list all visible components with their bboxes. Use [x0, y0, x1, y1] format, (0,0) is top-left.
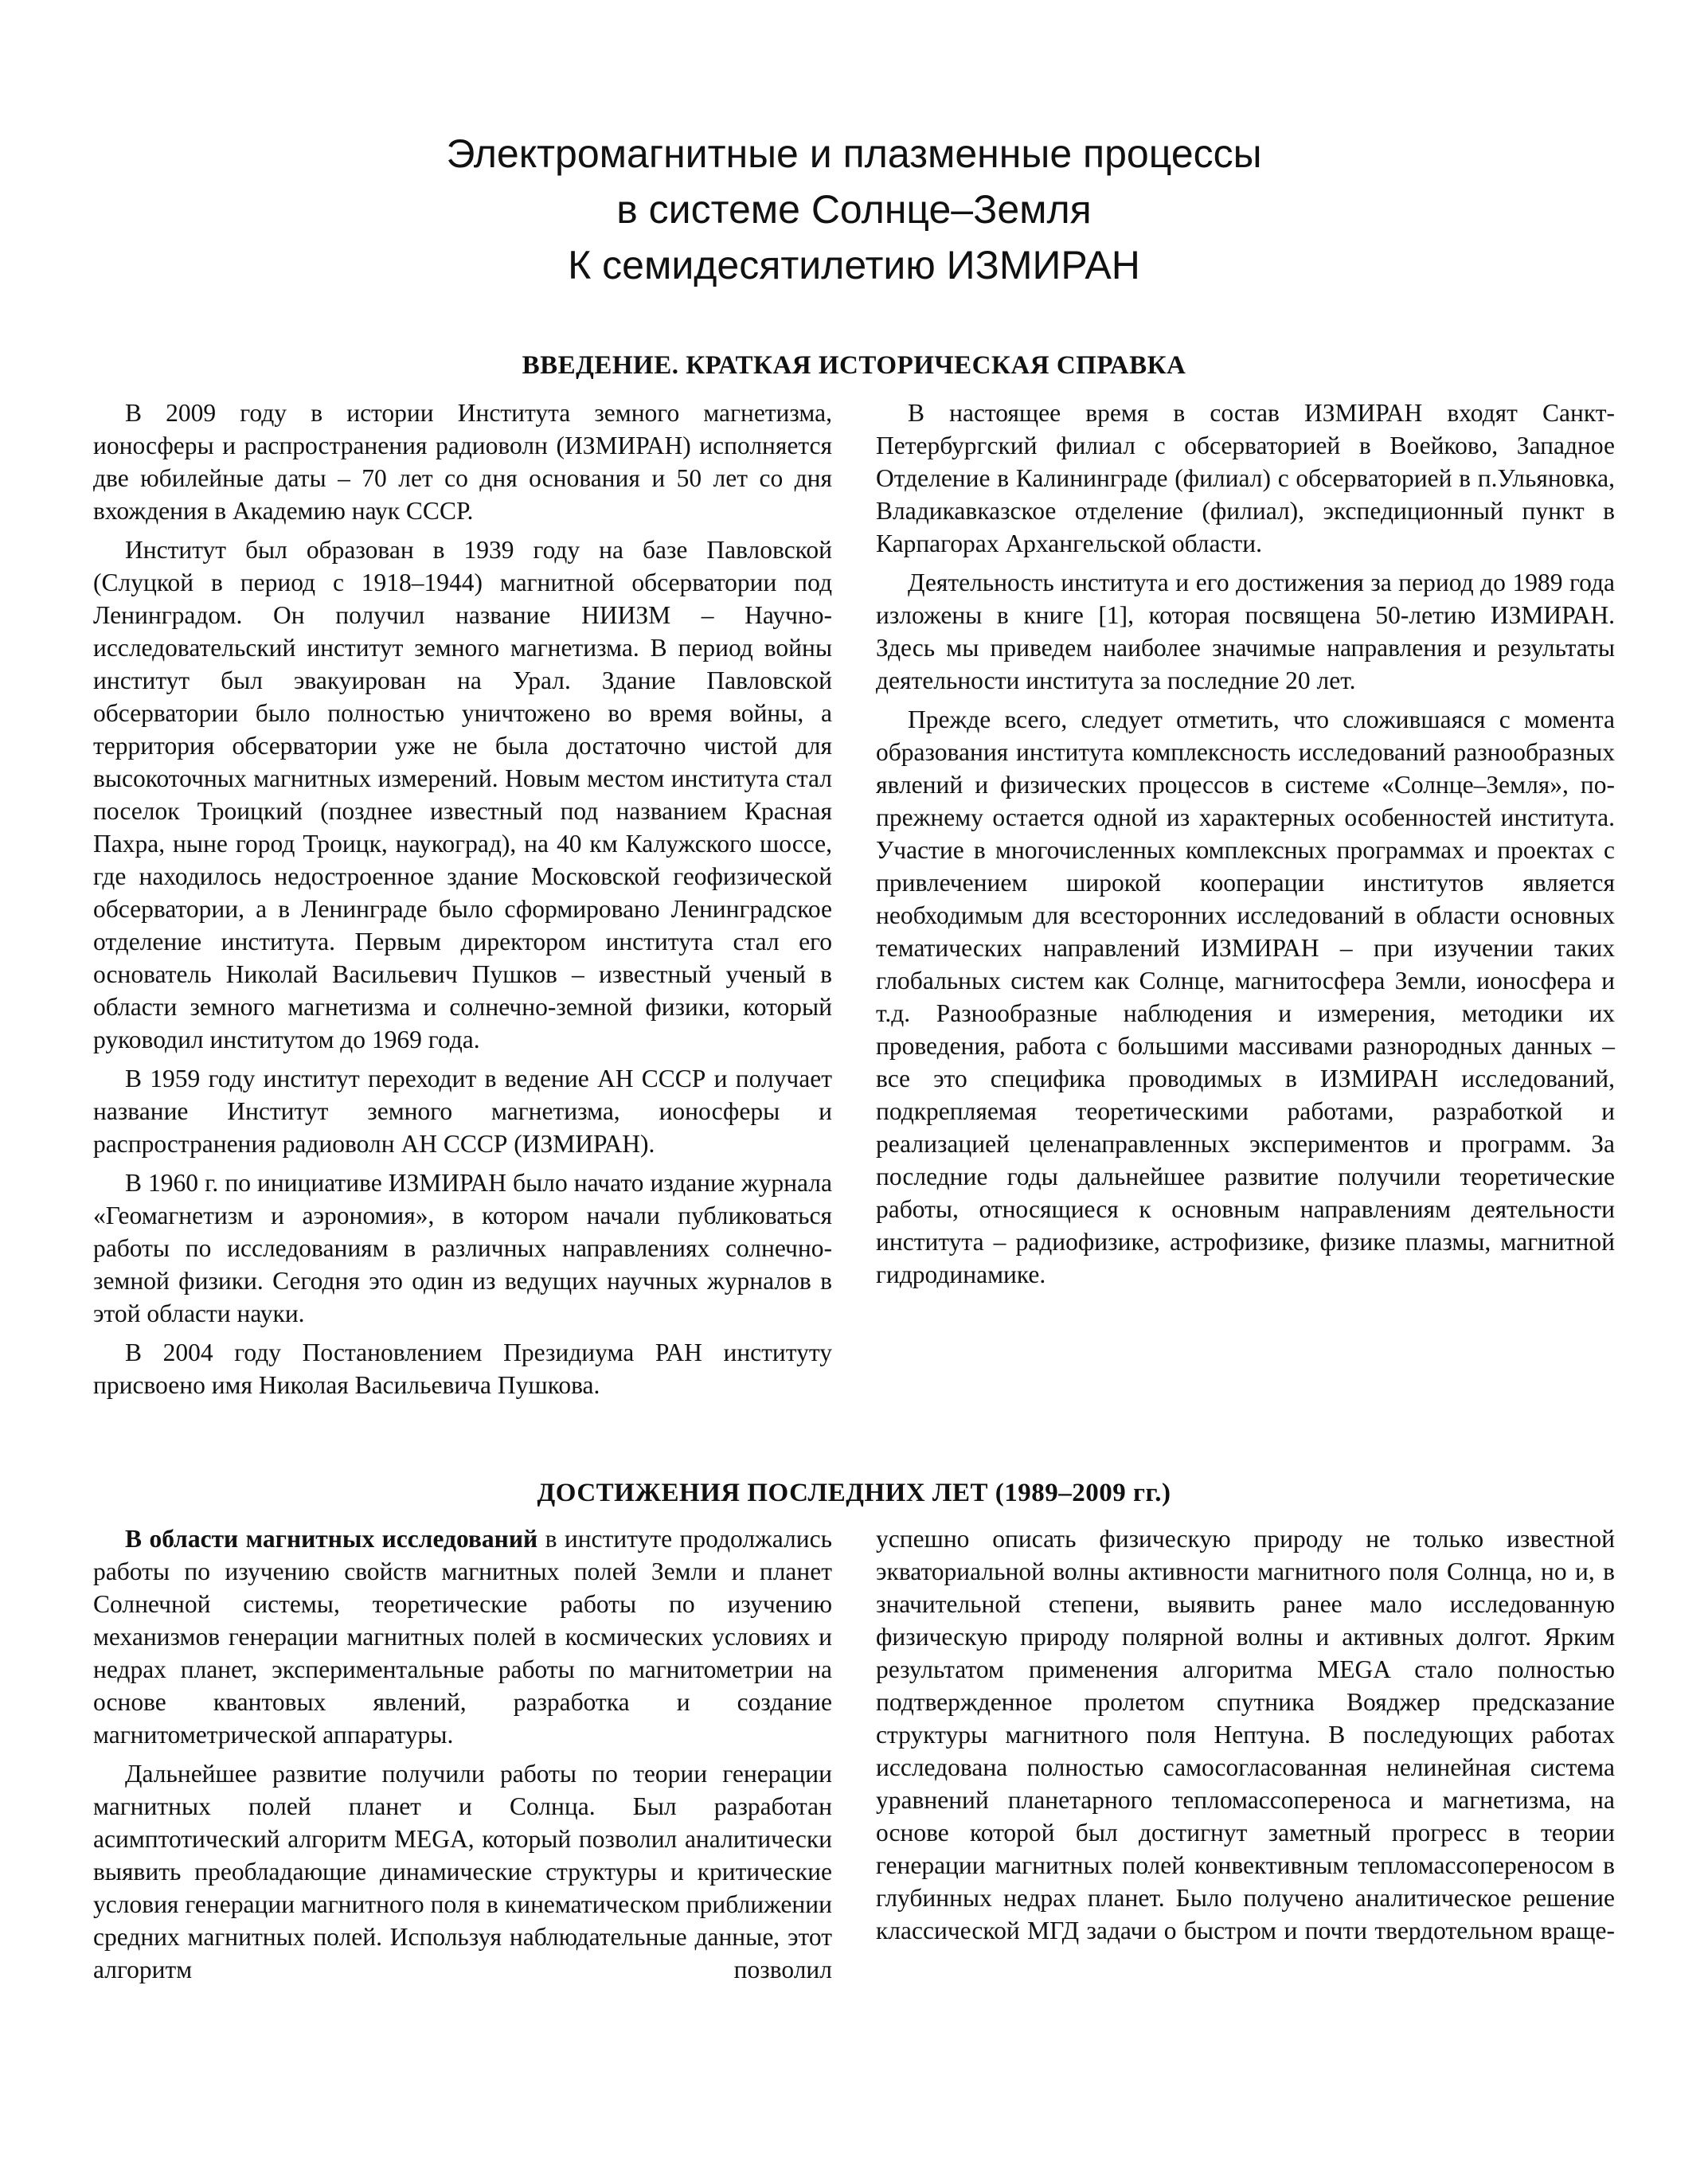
- achievements-left-column: [93, 1522, 832, 1992]
- section-heading-introduction: ВВЕДЕНИЕ. КРАТКАЯ ИСТОРИЧЕСКАЯ СПРАВКА: [522, 351, 1186, 380]
- paragraph: Прежде всего, следует отметить, что сложившаяся с момента образования института комплексность исследований разнообразных явлений и физических процессов в системе «Солнце–Земля», по-прежнему остается одной из характерных особенностей института. Участие в многочисленных комплексных программах и проектах с привлечением широкой кооперации институтов является необходимым для всесторонних исследований в области основных тематических направлений ИЗМИРАН – при изучении таких глобальных систем как Солнце, магнитосфера Земли, ионосфера и т.д. Разнообразные наблюдения и измерения, методики их проведения, работа с большими массивами разнородных данных – все это специфика проводимых в ИЗМИРАН исследований, подкрепляемая теоретическими работами, разработкой и реализацией целенаправленных экспериментов и программ. За последние годы дальнейшее развитие получили теоретические работы, относящиеся к основным направлениям деятельности института – радиофизике, астрофизике, физике плазмы, магнитной гидродинамике.: [876, 705, 1615, 1288]
- intro-left-column: [93, 397, 832, 1408]
- title-line-2: в системе Солнце–Земля: [616, 187, 1092, 232]
- paragraph: Деятельность института и его достижения за период до 1989 года изложены в книге [1], которая посвящена 50-летию ИЗМИРАН. Здесь мы приведем наиболее значимые направления и результаты деятельности института за последние 20 лет.: [876, 569, 1615, 694]
- paragraph: В настоящее время в состав ИЗМИРАН входят Санкт-Петербургский филиал с обсерваторией в Воейково, Западное Отделение в Калининграде (филиал) с обсерваторией в п.Ульяновка, Владикавказское отделение (филиал), экспедиционный пункт в Карпагорах Архангельской области.: [876, 399, 1615, 557]
- achievements-right-column: [876, 1522, 1615, 1953]
- title-line-1: Электромагнитные и плазменные процессы: [446, 131, 1262, 176]
- paragraph: Дальнейшее развитие получили работы по теории генерации магнитных полей планет и Солнца. Был разработан асимптотический алгоритм MEGA, который позволил аналитически выявить преобладающие динамические структуры и критические условия генерации магнитного поля в кинематическом приближении средних магнитных полей. Используя наблюдательные данные, этот алгоритм позволил: [93, 1760, 832, 1983]
- paragraph: В 2004 году Постановлением Президиума РАН институту присвоено имя Николая Васильевича Пушкова.: [93, 1338, 832, 1399]
- paragraph-text: в институте продолжались работы по изучению свойств магнитных полей Земли и планет Солнечной системы, теоретические работы по изучению механизмов генерации магнитных полей в космических условиях и недрах планет, экспериментальные работы по магнитометрии на основе квантовых явлений, разработка и создание магнитометрической аппаратуры.: [93, 1525, 832, 1749]
- section-heading-achievements: ДОСТИЖЕНИЯ ПОСЛЕДНИХ ЛЕТ (1989–2009 гг.): [537, 1479, 1171, 1507]
- paragraph: В 1960 г. по инициативе ИЗМИРАН было начато издание журнала «Геомагнетизм и аэрономия», в котором начали публиковаться работы по исследованиям в различных направлениях солнечно-земной физики. Сегодня это один из ведущих научных журналов в этой области науки.: [93, 1169, 832, 1327]
- paragraph: В 2009 году в истории Института земного магнетизма, ионосферы и распространения радиоволн (ИЗМИРАН) исполняется две юбилейные даты – 70 лет со дня основания и 50 лет со дня вхождения в Академию наук СССР.: [93, 399, 832, 525]
- title-line-3: К семидесятилетию ИЗМИРАН: [568, 243, 1140, 287]
- intro-right-column: [876, 397, 1615, 1297]
- paragraph: Институт был образован в 1939 году на базе Павловской (Слуцкой в период с 1918–1944) магнитной обсерватории под Ленинградом. Он получил название НИИЗМ – Научно-исследовательский институт земного магнетизма. В период войны институт был эвакуирован на Урал. Здание Павловской обсерватории было полностью уничтожено во время войны, а территория обсерватории уже не была достаточно чистой для высокоточных магнитных измерений. Новым местом института стал поселок Троицкий (позднее известный под названием Красная Пахра, ныне город Троицк, наукоград), на 40 км Калужского шоссе, где находилось недостроенное здание Московской геофизической обсерватории, а в Ленинграде было сформировано Ленинградское отделение института. Первым директором института стал его основатель Николай Васильевич Пушков – известный ученый в области земного магнетизма и солнечно-земной физики, который руководил институтом до 1969 года.: [93, 536, 832, 1053]
- bold-lead-phrase: В области магнитных исследований: [125, 1525, 538, 1553]
- paragraph: В 1959 году институт переходит в ведение АН СССР и получает название Институт земного магнетизма, ионосферы и распространения радиоволн АН СССР (ИЗМИРАН).: [93, 1065, 832, 1158]
- paragraph: [93, 1522, 832, 1751]
- document-title: [0, 126, 1708, 293]
- paragraph: успешно описать физическую природу не только известной экваториальной волны активности магнитного поля Солнца, но и, в значительной степени, выявить ранее мало исследованную физическую природу полярной волны и активных долгот. Ярким результатом применения алгоритма MEGA стало полностью подтвержденное пролетом спутника Вояджер предсказание структуры магнитного поля Нептуна. В последующих работах исследована полностью самосогласованная нелинейная система уравнений планетарного тепломассопереноса и магнетизма, на основе которой был достигнут заметный прогресс в теории генерации магнитных полей конвективным тепломассопереносом в глубинных недрах планет. Было получено аналитическое решение классической МГД задачи о быстром и почти твердотельном враще-: [876, 1525, 1615, 1944]
